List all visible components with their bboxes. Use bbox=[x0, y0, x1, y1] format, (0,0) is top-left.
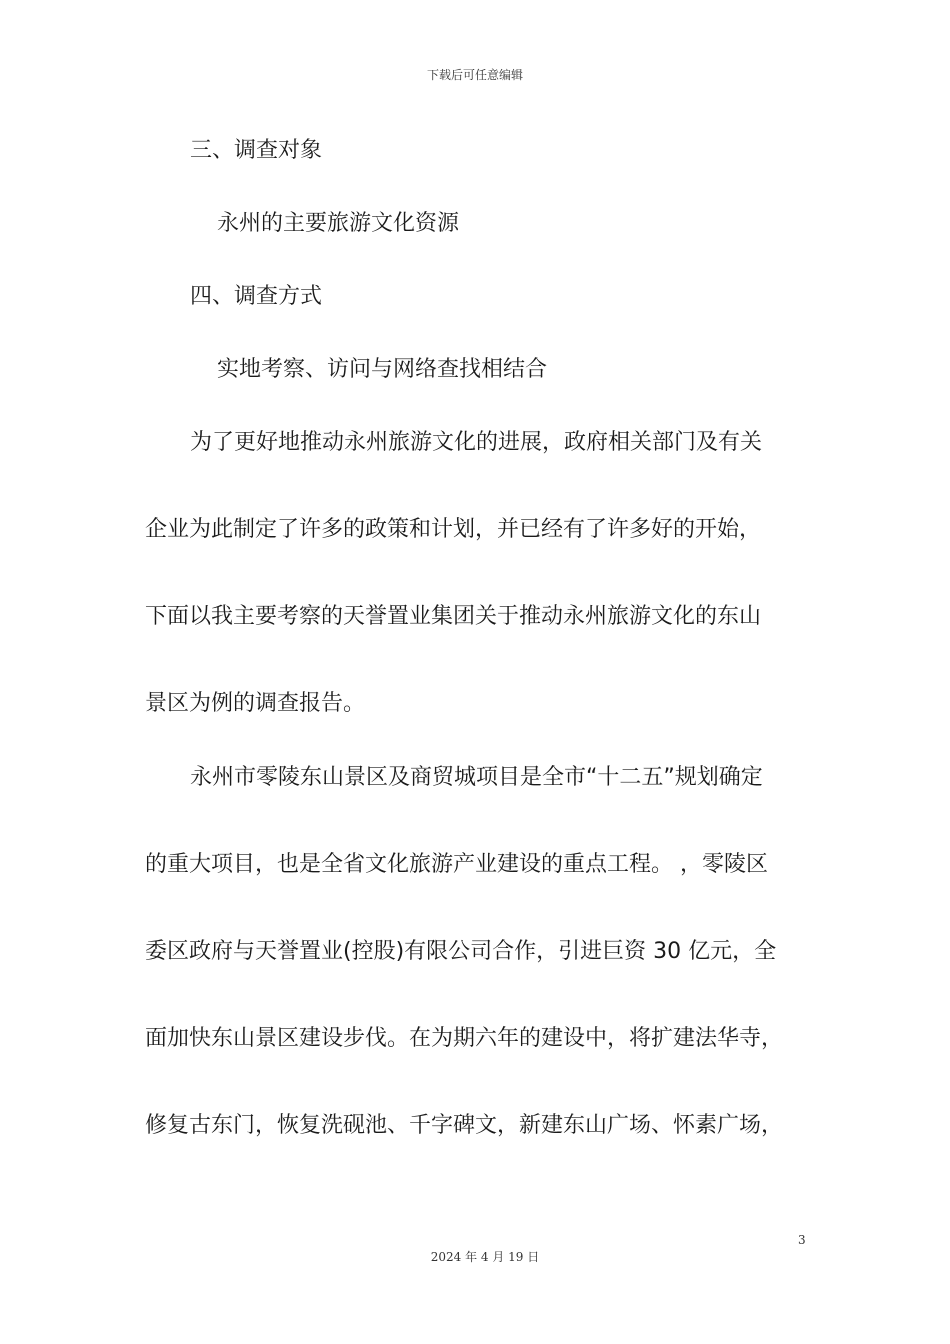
paragraph-line: 景区为例的调查报告。 bbox=[145, 691, 366, 716]
paragraph-line: 为了更好地推动永州旅游文化的进展，政府相关部门及有关 bbox=[190, 430, 763, 455]
section-heading-3: 三、调查对象 bbox=[190, 138, 323, 163]
section-content-3: 永州的主要旅游文化资源 bbox=[217, 211, 460, 236]
footer-date: 2024 年 4 月 19 日 bbox=[430, 1250, 540, 1264]
paragraph-line: 下面以我主要考察的天誉置业集团关于推动永州旅游文化的东山 bbox=[145, 604, 762, 629]
section-heading-4: 四、调查方式 bbox=[190, 284, 323, 309]
paragraph-line: 面加快东山景区建设步伐。在为期六年的建设中，将扩建法华寺， bbox=[145, 1026, 784, 1051]
paragraph-line: 永州市零陵东山景区及商贸城项目是全市“十二五”规划确定 bbox=[190, 765, 763, 790]
paragraph-line: 委区政府与天誉置业(控股)有限公司合作，引进巨资 30 亿元，全 bbox=[145, 939, 777, 964]
paragraph-line: 企业为此制定了许多的政策和计划，并已经有了许多好的开始， bbox=[145, 517, 762, 542]
paragraph-line: 的重大项目，也是全省文化旅游产业建设的重点工程。 ，零陵区 bbox=[145, 852, 768, 877]
section-content-4: 实地考察、访问与网络查找相结合 bbox=[217, 357, 548, 382]
paragraph-line: 修复古东门，恢复洗砚池、千字碑文，新建东山广场、怀素广场， bbox=[145, 1113, 784, 1138]
page-number: 3 bbox=[798, 1233, 806, 1247]
header-note: 下载后可任意编辑 bbox=[426, 68, 523, 82]
